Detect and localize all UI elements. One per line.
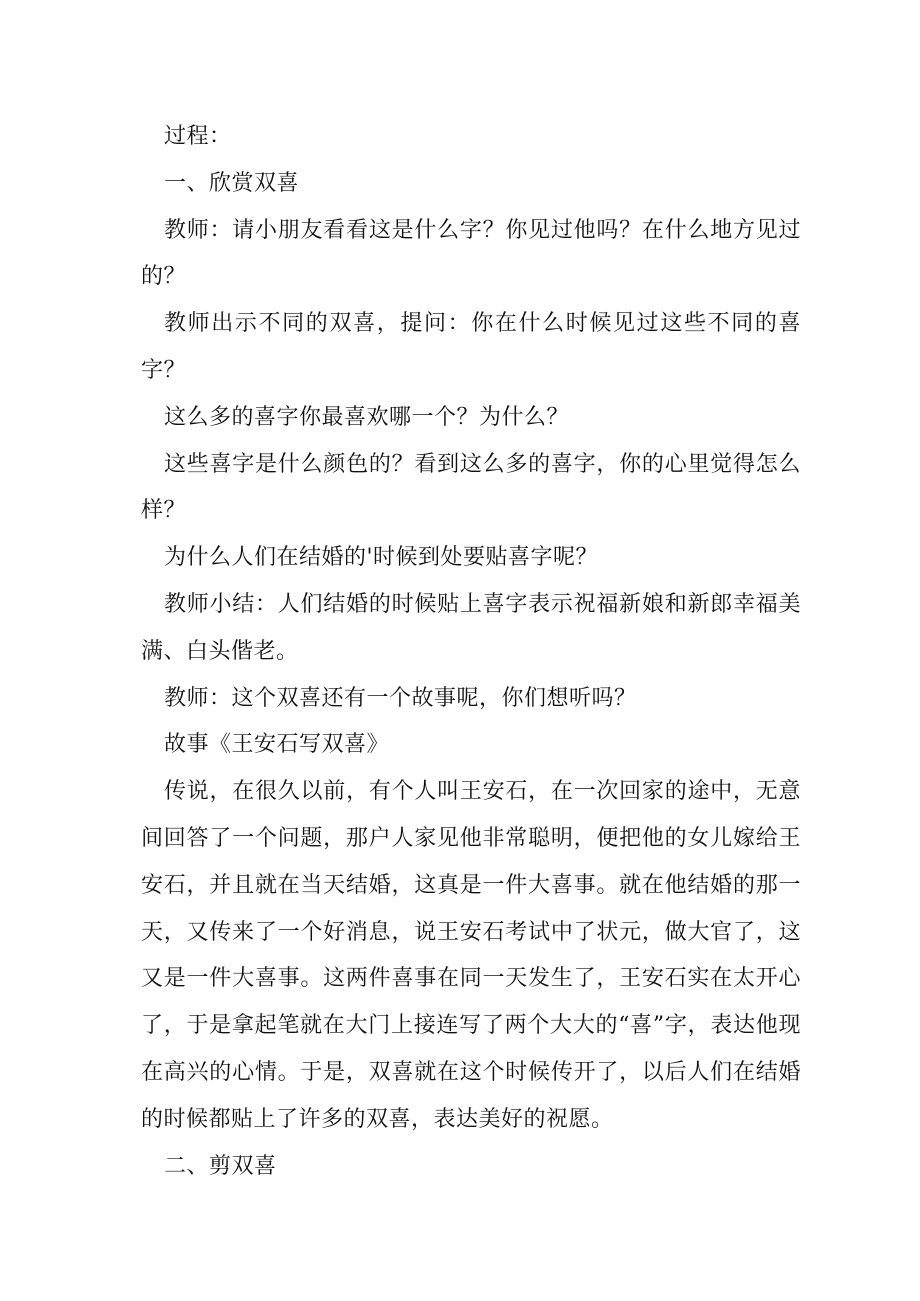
- section-heading-appreciate: 一、欣赏双喜: [164, 170, 300, 196]
- paragraph-process: 过程：: [164, 124, 232, 149]
- paragraph-teacher-question: 教师：请小朋友看看这是什么字？你见过他吗？在什么地方见过的？: [141, 217, 801, 290]
- paragraph-story-body: 传说，在很久以前，有个人叫王安石，在一次回家的途中，无意间回答了一个问题，那户人家见他非常聪明，便把他的女儿嫁给王安石，并且就在当天结婚，这真是一件大喜事。就在他结婚的那一天，又传来了一个好消息，说王安石考试中了状元，做大官了，这又是一件大喜事。这两件喜事在同一天发生了，王安石实在太开心了，于是拿起笔就在大门上接连写了两个大大的“喜”字，表达他现在高兴的心情。于是，双喜就在这个时候传开了，以后人们在结婚的时候都贴上了许多的双喜，表达美好的祝愿。: [141, 779, 801, 1132]
- paragraph-color: 这些喜字是什么颜色的？看到这么多的喜字，你的心里觉得怎么样？: [141, 451, 801, 524]
- paragraph-story-intro: 教师：这个双喜还有一个故事呢，你们想听吗？: [164, 685, 637, 711]
- paragraph-why: 为什么人们在结婚的'时候到处要贴喜字呢？: [164, 545, 599, 571]
- section-heading-cut: 二、剪双喜: [164, 1153, 277, 1179]
- document-body: [141, 114, 801, 1190]
- paragraph-summary: 教师小结：人们结婚的时候贴上喜字表示祝福新娘和新郎幸福美满、白头偕老。: [141, 591, 801, 664]
- paragraph-story-title: 故事《王安石写双喜》: [164, 732, 390, 758]
- paragraph-favorite: 这么多的喜字你最喜欢哪一个？为什么？: [164, 404, 570, 430]
- paragraph-teacher-shows: 教师出示不同的双喜，提问：你在什么时候见过这些不同的喜字？: [141, 311, 801, 383]
